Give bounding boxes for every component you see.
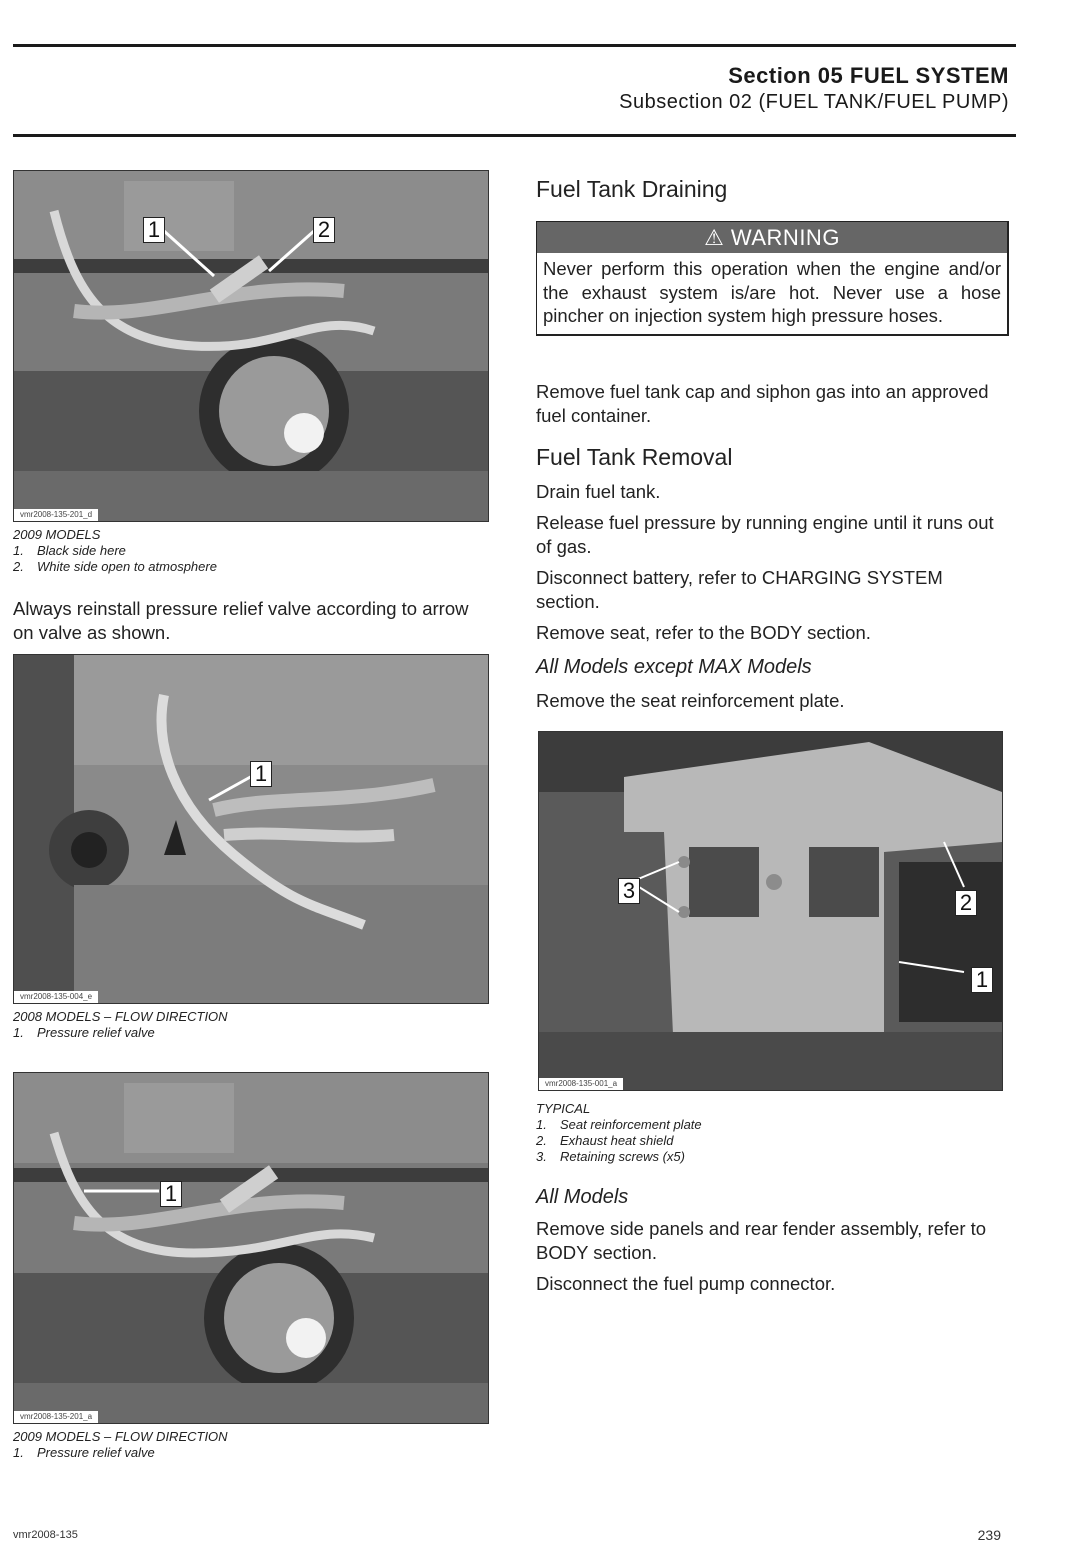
figure-4-image-id: vmr2008-135-001_a	[539, 1078, 623, 1090]
figure-1-caption-title: 2009 MODELS	[13, 527, 101, 542]
callout-1: 1	[160, 1181, 182, 1207]
figure-4-caption-item: 1. Seat reinforcement plate	[536, 1117, 702, 1132]
figure-3-image-id: vmr2008-135-201_a	[14, 1411, 98, 1423]
step-disconnect-battery: Disconnect battery, refer to CHARGING SYSTEM section.	[536, 567, 943, 612]
fuel-tank-draining-heading: Fuel Tank Draining	[536, 176, 728, 202]
reinstall-paragraph: Always reinstall pressure relief valve according to arrow on valve as shown.	[13, 598, 469, 643]
subsection-title: Subsection 02 (FUEL TANK/FUEL PUMP)	[619, 91, 1009, 113]
warning-header	[537, 222, 1007, 253]
fuel-pump-photo-2009	[14, 171, 488, 521]
remove-plate-text: Remove the seat reinforcement plate.	[536, 690, 845, 711]
figure-2-photo	[13, 654, 489, 1004]
figure-2-caption-title: 2008 MODELS – FLOW DIRECTION	[13, 1009, 228, 1024]
callout-1: 1	[250, 761, 272, 787]
figure-1-caption-item: 1. Black side here	[13, 543, 126, 558]
warning-label: WARNING	[730, 225, 840, 250]
models-except-max-heading: All Models except MAX Models	[536, 656, 812, 678]
figure-4-caption-title: TYPICAL	[536, 1101, 591, 1116]
step-remove-seat: Remove seat, refer to the BODY section.	[536, 622, 871, 643]
draining-paragraph: Remove fuel tank cap and siphon gas into an approved fuel container.	[536, 381, 989, 426]
page-number: 239	[977, 1527, 1001, 1543]
disconnect-pump-text: Disconnect the fuel pump connector.	[536, 1273, 836, 1294]
figure-3-photo	[13, 1072, 489, 1424]
figure-1-image-id: vmr2008-135-201_d	[14, 509, 98, 521]
figure-2-image-id: vmr2008-135-004_e	[14, 991, 98, 1003]
callout-2: 2	[955, 890, 977, 916]
figure-1-photo	[13, 170, 489, 522]
figure-3-caption-title: 2009 MODELS – FLOW DIRECTION	[13, 1429, 228, 1444]
figure-2-caption-item: 1. Pressure relief valve	[13, 1025, 155, 1040]
section-title: Section 05 FUEL SYSTEM	[728, 63, 1009, 88]
figure-4-caption-item: 2. Exhaust heat shield	[536, 1133, 674, 1148]
callout-1: 1	[143, 217, 165, 243]
figure-4-caption-item: 3. Retaining screws (x5)	[536, 1149, 685, 1164]
side-panels-text: Remove side panels and rear fender assembly, refer to BODY section.	[536, 1218, 987, 1263]
step-drain-tank: Drain fuel tank.	[536, 481, 661, 502]
figure-3-caption-item: 1. Pressure relief valve	[13, 1445, 155, 1460]
top-rule	[13, 44, 1016, 47]
doc-code: vmr2008-135	[13, 1529, 78, 1541]
header-bottom-rule	[13, 134, 1016, 137]
warning-triangle-icon: ⚠	[704, 225, 725, 250]
step-release-pressure: Release fuel pressure by running engine until it runs out of gas.	[536, 512, 994, 557]
callout-3: 3	[618, 878, 640, 904]
fuel-pump-flow-photo-2009	[14, 1073, 488, 1423]
fuel-hose-photo-2008	[14, 655, 488, 1003]
figure-4-photo	[538, 731, 1003, 1091]
fuel-tank-removal-heading: Fuel Tank Removal	[536, 444, 733, 470]
callout-2: 2	[313, 217, 335, 243]
all-models-heading: All Models	[536, 1186, 629, 1208]
callout-1: 1	[971, 967, 993, 993]
seat-reinforcement-photo	[539, 732, 1002, 1090]
warning-box	[536, 221, 1009, 336]
warning-text: Never perform this operation when the engine and/or the exhaust system is/are hot. Never use a hose pincher on injection system high pressure hoses.	[543, 258, 1001, 326]
figure-1-caption-item: 2. White side open to atmosphere	[13, 559, 217, 574]
